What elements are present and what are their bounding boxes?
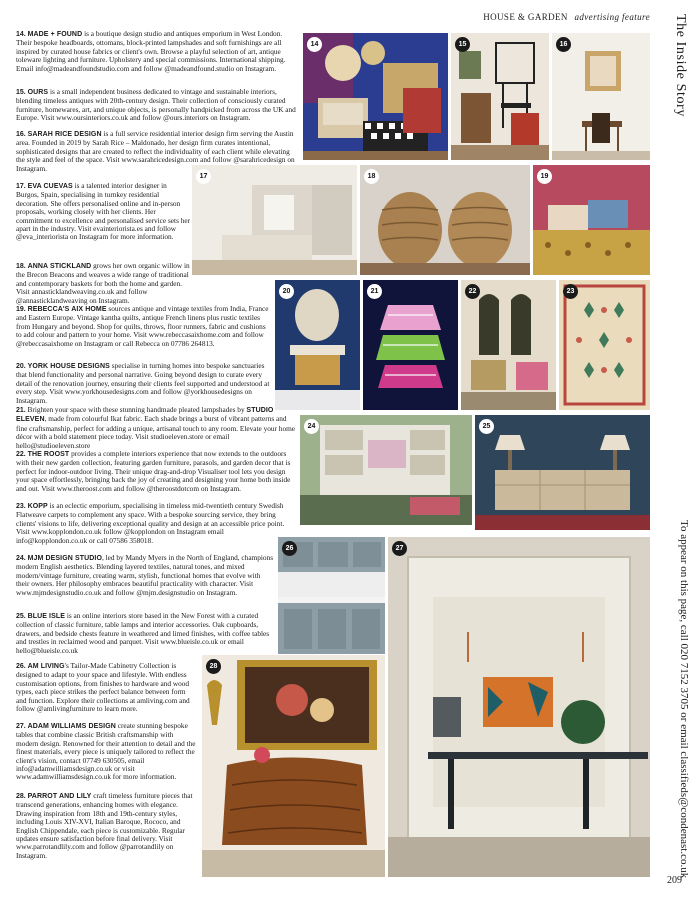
photo-20	[275, 280, 360, 410]
side-title: The Inside Story	[673, 14, 688, 117]
entry-23: 23. KOPP is an eclectic emporium, specialising in timeless mid-twentieth century Swedish Flatweave carpets to complement any space. With a bespoke sourcing service, they bring clients' visions to life, delivering exceptional quality and design at an accessible price point. Visit www.kopplondon.co.uk follow @kopplondon on Instagram email info@kopplondon.co.uk or call 07586 358018.	[16, 501, 285, 545]
photo-26	[278, 537, 385, 654]
photo-16	[552, 33, 650, 160]
photo-badge-23: 23	[563, 284, 578, 299]
entry-24: 24. MJM DESIGN STUDIO, led by Mandy Myers in the North of England, champions modern English aesthetics. Blending layered textiles, natural tones, and mixed modern/vintage furniture, creating warm, stylish, functional homes that evolve with their owners. Her philosophy embraces beautiful practicality with character. Visit www.mjmdesignstudio.co.uk and follow @mjm.designstudio on Instagram.	[16, 553, 274, 597]
photo-17	[192, 165, 357, 275]
page-header	[483, 12, 650, 22]
photo-25	[475, 415, 650, 530]
entry-28: 28. PARROT AND LILY craft timeless furniture pieces that transcend generations, enhancing homes with elegance. Drawing inspiration from 18th and 19th-century styles, including Louis XIV-XVI, Italian Baroque, Rococo, and English Chippendale, each piece is customizable. Regular updates ensure satisfaction before final delivery. Visit www.parrotandlily.com and follow @parrotandlily on Instagram.	[16, 791, 193, 860]
entry-26: 26. AM LIVING's Tailor-Made Cabinetry Collection is designed to adapt to your space and lifestyle. With endless customisation options, from finishes to hardware and wood types, each piece strikes the perfect balance between form and function. Explore their collections at amliving.com and follow @amlivingfurniture to learn more.	[16, 661, 190, 714]
photo-27	[388, 537, 650, 877]
photo-15	[451, 33, 549, 160]
entry-20: 20. YORK HOUSE DESIGNS specialise in turning homes into bespoke sanctuaries that blend functionality and personal narrative. Going beyond design to curate every detail of the renovation journey, ensuring their clients feel supported and understood at every step. Visit www.yorkhousedesigns.com and follow @yorkhousedesigns on Instagram.	[16, 361, 270, 405]
photo-badge-18: 18	[364, 169, 379, 184]
photo-23	[559, 280, 650, 410]
photo-badge-16: 16	[556, 37, 571, 52]
photo-badge-27: 27	[392, 541, 407, 556]
entry-27: 27. ADAM WILLIAMS DESIGN create stunning bespoke tables that combine classic British craftsmanship with modern design. Renowned for their attention to detail and the finest materials, every piece is uniquely tailored to reflect the client's vision, contact 07749 630505, email info@adamwilliamsdesign.co.uk or visit www.adamwilliamsdesign.co.uk for more information.	[16, 721, 196, 782]
photo-22	[461, 280, 556, 410]
photo-badge-26: 26	[282, 541, 297, 556]
photo-badge-21: 21	[367, 284, 382, 299]
page-number: 209	[667, 875, 682, 886]
header-feature: advertising feature	[574, 12, 650, 22]
entry-14: 14. MADE + FOUND is a boutique design studio and antiques emporium in West London. Their bespoke headboards, ottomans, block-printed lampshades and soft furnishings are all inspired by curated house fabrics or client's own. Browse a playful selection of art, antique toleware lighting and furniture. Upholstery and special commissions. International shipping. Email info@madeandfoundstudio.com and follow @madeandfound.studio on Instagram.	[16, 29, 286, 73]
photo-18	[360, 165, 530, 275]
entry-19: 19. REBECCA'S AIX HOME sources antique and vintage textiles from India, France and Eastern Europe. Vintage kantha quilts, antique French linens plus rustic textiles from Hungary and beyond. Shop for quilts, throws, floor runners, fabric and cushions to add colour and pattern to your home. Visit www.rebeccasaixhome.com and follow @rebeccasaixhome on Instagram or call Rebecca on 07786 264813.	[16, 304, 269, 348]
photo-badge-25: 25	[479, 419, 494, 434]
photo-badge-14: 14	[307, 37, 322, 52]
entry-21: 21. Brighten your space with these stunning handmade pleated lampshades by STUDIO ELEVEN, made from colourful Ikat fabric. Each shade brings a burst of vibrant patterns and fine craftsmanship, perfect for adding a unique, artisanal touch to any room. Elevate your home décor with a bold statement piece today. Visit studioeleven.store or email hello@studioeleven.store	[16, 405, 296, 450]
header-brand: HOUSE & GARDEN	[483, 12, 568, 22]
photo-19	[533, 165, 650, 275]
photo-badge-28: 28	[206, 659, 221, 674]
entry-22: 22. THE ROOST provides a complete interiors experience that now extends to the outdoors with their new garden collection, featuring garden furniture, parasols, and garden decor that is perfect for indoor-outdoor living. Their unique drag-and-drop Visualiser tool lets you design your space effortlessly, bringing back the joy of creating and designing your home both inside and out. Visit www.theroost.com and follow @theroostdotcom on Instagram.	[16, 449, 291, 493]
photo-badge-17: 17	[196, 169, 211, 184]
photo-badge-19: 19	[537, 169, 552, 184]
photo-badge-20: 20	[279, 284, 294, 299]
photo-badge-15: 15	[455, 37, 470, 52]
entry-17: 17. EVA CUEVAS is a talented interior designer in Burgos, Spain, specialising in turnkey residential decoration. She offers personalised online and in-person proposals, working closely with her clients. Her commitment to excellence and personalised service sets her apart in the industry. Visit evainteriorista.es and follow @eva_interiorista on Instagram for more information.	[16, 181, 191, 242]
side-contact-text: To appear on this page, call 020 7152 3705 or email classifieds@condenast.co.uk	[678, 520, 690, 879]
photo-badge-24: 24	[304, 419, 319, 434]
photo-14	[303, 33, 448, 160]
photo-24	[300, 415, 472, 525]
entry-18: 18. ANNA STICKLAND grows her own organic willow in the Brecon Beacons and weaves a wide range of traditional and contemporary baskets for both the home and garden. Visit annasticklandweaving.co.uk and follow @annasticklandweaving on Instagram.	[16, 261, 190, 305]
photo-badge-22: 22	[465, 284, 480, 299]
photo-21	[363, 280, 458, 410]
entry-25: 25. BLUE ISLE is an online interiors store based in the New Forest with a curated collection of classic furniture, table lamps and interior accessories. Oak cupboards, drawers, and bedside chests feature in weathered and limed finishes, with coffee tables and trestles in reclaimed wood and parquet. Visit www.blueisle.co.uk or email hello@blueisle.co.uk	[16, 611, 270, 655]
photo-28	[202, 655, 385, 877]
entry-15: 15. OURS is a small independent business dedicated to vintage and sustainable interiors, blending timeless antiques with 20th-century design. Their collection of consciously curated furniture, homewares, art, and unique objects, is personally handpicked from across the UK and Europe. Visit www.oursinteriors.co.uk and follow @ours.interiors on Instagram.	[16, 87, 296, 123]
entry-16: 16. SARAH RICE DESIGN is a full service residential interior design firm serving the Austin area. Founded in 2019 by Sarah Rice – Maldonado, her design firm curates intentional, sophisticated designs that are created to reflect the individuality of each client while elevating the style and feel of the space. Visit www.sarahricedesign.com and follow @sarahricedesign on Instagram.	[16, 129, 295, 173]
